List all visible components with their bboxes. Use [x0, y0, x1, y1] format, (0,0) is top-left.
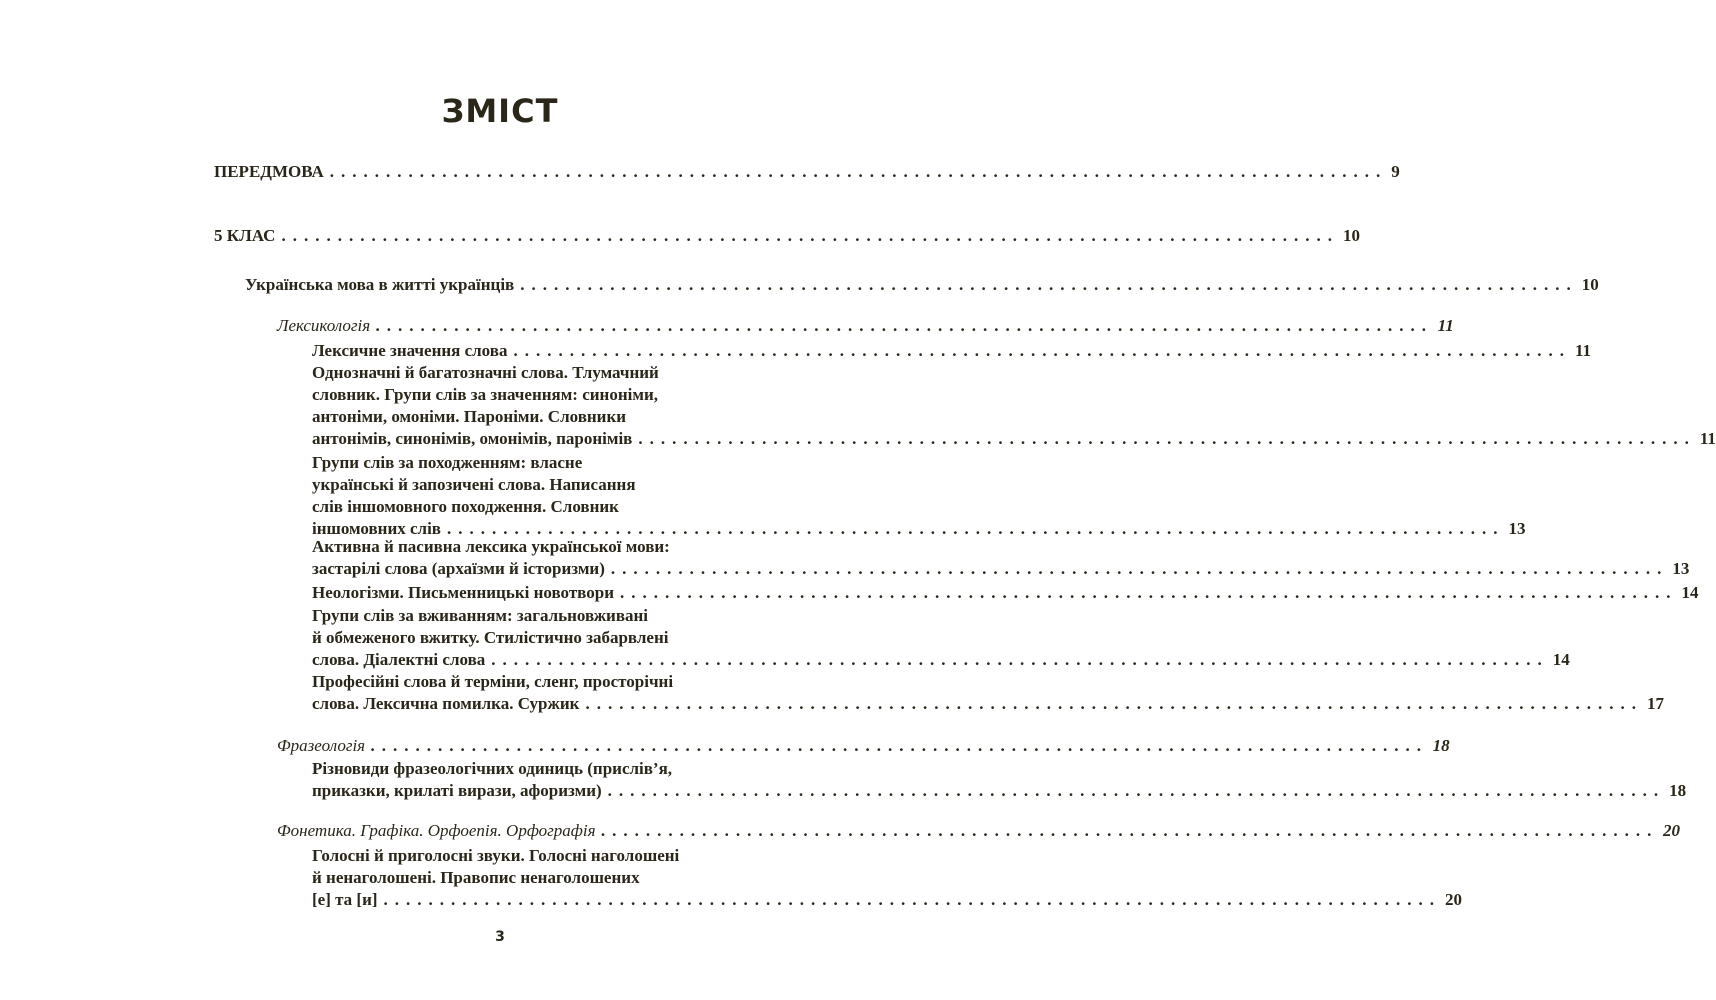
- toc-entry-phonetics[interactable]: [277, 820, 1680, 842]
- page-number: 9: [1391, 162, 1400, 181]
- dot-leader: ..............................................................................................: [619, 583, 1678, 602]
- page-number: 18: [1669, 781, 1687, 800]
- page-number: 20: [1663, 821, 1680, 840]
- toc-entry-professional-words[interactable]: [312, 671, 1664, 715]
- toc-entry-lexical-meaning[interactable]: [312, 340, 1592, 362]
- page-number: 11: [1574, 341, 1592, 360]
- toc-entry-polysemy[interactable]: [312, 362, 1716, 450]
- toc-entry-active-passive[interactable]: [312, 536, 1690, 580]
- dot-leader: ..............................................................................................: [607, 781, 1666, 800]
- dot-leader: ..............................................................................................: [281, 226, 1339, 245]
- entry-line: й обмеженого вжитку. Стилістично забарвлені: [312, 628, 669, 647]
- dot-leader: ..............................................................................................: [520, 275, 1578, 294]
- toc-entry-preface[interactable]: [214, 161, 1400, 183]
- entry-label: застарілі слова (архаїзми й історизми): [312, 559, 605, 578]
- dot-leader: ..............................................................................................: [491, 650, 1549, 669]
- dot-leader: ..............................................................................................: [585, 694, 1643, 713]
- dot-leader: ..............................................................................................: [447, 519, 1505, 538]
- page-number: 10: [1581, 275, 1599, 294]
- entry-label: Фразеологія: [277, 736, 366, 755]
- toc-entry-phraseological-units[interactable]: [312, 758, 1687, 802]
- dot-leader: ..............................................................................................: [371, 736, 1429, 755]
- page-number-footer: 3: [495, 929, 505, 945]
- entry-label: іншомовних слів: [312, 519, 441, 538]
- entry-label: антонімів, синонімів, омонімів, паронімів: [312, 429, 633, 448]
- entry-label: Лексичне значення слова: [312, 341, 508, 360]
- entry-label: слова. Лексична помилка. Суржик: [312, 694, 580, 713]
- entry-line: Групи слів за вживанням: загальновживані: [312, 606, 649, 625]
- toc-entry-usage-groups[interactable]: [312, 605, 1570, 671]
- entry-label: Українська мова в житті українців: [245, 275, 515, 294]
- page-number: 10: [1342, 226, 1360, 245]
- page-number: 17: [1646, 694, 1664, 713]
- dot-leader: ..............................................................................................: [601, 821, 1659, 840]
- entry-line: антоніми, омоніми. Пароніми. Словники: [312, 407, 627, 426]
- entry-line: українські й запозичені слова. Написання: [312, 475, 636, 494]
- entry-label: 5 КЛАС: [214, 226, 276, 245]
- entry-line: Різновиди фразеологічних одиниць (прислів’я,: [312, 759, 673, 778]
- entry-label: приказки, крилаті вирази, афоризми): [312, 781, 602, 800]
- entry-label: [е] та [и]: [312, 890, 378, 909]
- entry-label: ПЕРЕДМОВА: [214, 162, 324, 181]
- dot-leader: ..............................................................................................: [329, 162, 1388, 181]
- toc-entry-neologisms[interactable]: [312, 582, 1699, 604]
- page-number: 11: [1699, 429, 1716, 448]
- toc-entry-origin-groups[interactable]: [312, 452, 1526, 540]
- page-title: ЗМІСТ: [441, 92, 559, 130]
- toc-entry-ukrainian-language[interactable]: [245, 274, 1599, 296]
- toc-entry-grade-5[interactable]: [214, 225, 1360, 247]
- page-number: 14: [1681, 583, 1699, 602]
- page-number: 20: [1445, 890, 1463, 909]
- entry-line: Активна й пасивна лексика української мови:: [312, 537, 670, 556]
- dot-leader: ..............................................................................................: [513, 341, 1571, 360]
- toc-entry-vowels-consonants[interactable]: [312, 845, 1463, 911]
- page-number: 13: [1672, 559, 1690, 578]
- dot-leader: ..............................................................................................: [610, 559, 1669, 578]
- page-number: 13: [1508, 519, 1526, 538]
- dot-leader: ..............................................................................................: [376, 316, 1434, 335]
- toc-entry-phraseology[interactable]: [277, 735, 1450, 757]
- page-number: 18: [1432, 736, 1450, 755]
- page-number: 11: [1437, 316, 1454, 335]
- entry-line: Однозначні й багатозначні слова. Тлумачний: [312, 363, 659, 382]
- entry-line: слів іншомовного походження. Словник: [312, 497, 619, 516]
- entry-label: Лексикологія: [277, 316, 371, 335]
- entry-line: словник. Групи слів за значенням: синоніми,: [312, 385, 658, 404]
- entry-label: Фонетика. Графіка. Орфоепія. Орфографія: [277, 821, 596, 840]
- page-number: 14: [1552, 650, 1570, 669]
- entry-line: Голосні й приголосні звуки. Голосні наголошені: [312, 846, 680, 865]
- toc-entry-lexicology[interactable]: [277, 315, 1454, 337]
- dot-leader: ..............................................................................................: [638, 429, 1696, 448]
- entry-line: Професійні слова й терміни, сленг, просторічні: [312, 672, 674, 691]
- entry-label: Неологізми. Письменницькі новотвори: [312, 583, 614, 602]
- entry-line: Групи слів за походженням: власне: [312, 453, 583, 472]
- entry-line: й ненаголошені. Правопис ненаголошених: [312, 868, 640, 887]
- entry-label: слова. Діалектні слова: [312, 650, 486, 669]
- dot-leader: ..............................................................................................: [383, 890, 1442, 909]
